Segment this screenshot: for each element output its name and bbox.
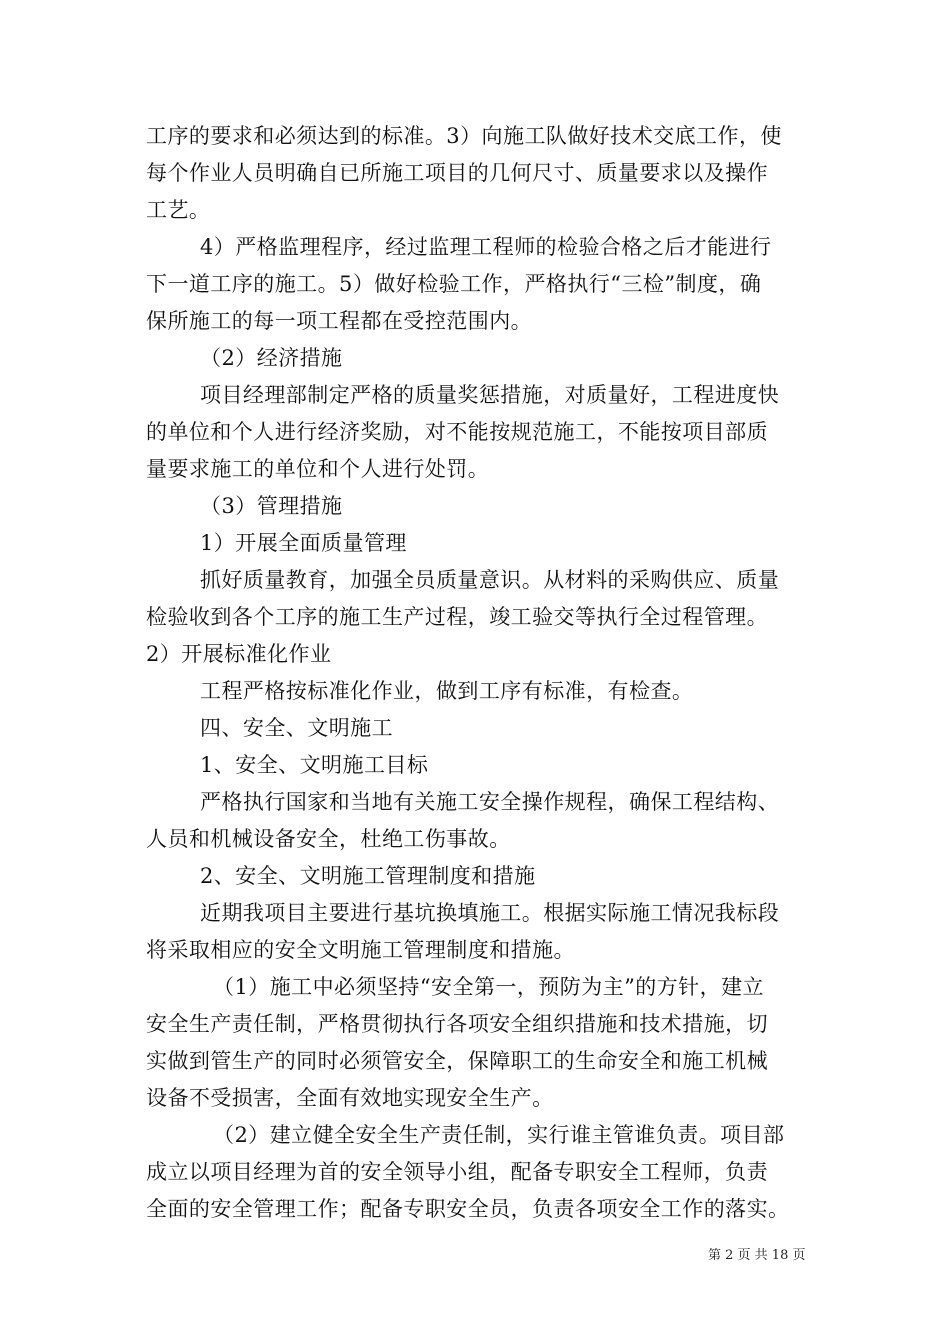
body-text-line: 实做到管生产的同时必须管安全，保障职工的生命安全和施工机械 <box>146 1049 769 1073</box>
body-text-line: 全面的安全管理工作；配备专职安全员，负责各项安全工作的落实。 <box>146 1197 790 1221</box>
body-text-line: 人员和机械设备安全，杜绝工伤事故。 <box>146 827 511 851</box>
body-text-line: 下一道工序的施工。5）做好检验工作，严格执行“三检”制度，确 <box>146 272 762 296</box>
section-heading: 1、安全、文明施工目标 <box>200 753 429 777</box>
body-text-line: 工程严格按标准化作业，做到工序有标准，有检查。 <box>200 679 694 703</box>
body-text-line: 成立以项目经理为首的安全领导小组，配备专职安全工程师，负责 <box>146 1160 769 1184</box>
body-text-line: 每个作业人员明确自已所施工项目的几何尺寸、质量要求以及操作 <box>146 161 769 185</box>
section-heading: （3）管理措施 <box>200 494 343 518</box>
body-text-line: （2）建立健全安全生产责任制，实行谁主管谁负责。项目部 <box>213 1123 785 1147</box>
body-text-line: 检验收到各个工序的施工生产过程，竣工验交等执行全过程管理。 <box>146 605 769 629</box>
body-text-line: 设备不受损害，全面有效地实现安全生产。 <box>146 1086 554 1110</box>
body-text-line: 量要求施工的单位和个人进行处罚。 <box>146 457 490 481</box>
body-text-line: 项目经理部制定严格的质量奖惩措施，对质量好，工程进度快 <box>200 383 780 407</box>
body-text-line: 严格执行国家和当地有关施工安全操作规程，确保工程结构、 <box>200 790 780 814</box>
subsection-heading: 2）开展标准化作业 <box>146 642 332 666</box>
body-text-line: 工艺。 <box>146 198 211 222</box>
section-heading: 2、安全、文明施工管理制度和措施 <box>200 864 536 888</box>
subsection-heading: 1）开展全面质量管理 <box>200 531 407 555</box>
body-text-line: 保所施工的每一项工程都在受控范围内。 <box>146 309 533 333</box>
body-text-line: 安全生产责任制，严格贯彻执行各项安全组织措施和技术措施，切 <box>146 1012 769 1036</box>
body-text-line: 的单位和个人进行经济奖励，对不能按规范施工，不能按项目部质 <box>146 420 769 444</box>
body-text-line: 工序的要求和必须达到的标准。3）向施工队做好技术交底工作，使 <box>146 124 782 148</box>
body-text-line: （1）施工中必须坚持“安全第一，预防为主”的方针，建立 <box>213 975 764 999</box>
body-text-line: 4）严格监理程序，经过监理工程师的检验合格之后才能进行 <box>200 235 772 259</box>
body-text-line: 抓好质量教育，加强全员质量意识。从材料的采购供应、质量 <box>200 568 780 592</box>
page-number-footer: 第 2 页 共 18 页 <box>708 1248 806 1263</box>
chapter-heading: 四、安全、文明施工 <box>200 716 394 740</box>
body-text-line: 近期我项目主要进行基坑换填施工。根据实际施工情况我标段 <box>200 901 780 925</box>
section-heading: （2）经济措施 <box>200 346 343 370</box>
body-text-line: 将采取相应的安全文明施工管理制度和措施。 <box>146 938 575 962</box>
